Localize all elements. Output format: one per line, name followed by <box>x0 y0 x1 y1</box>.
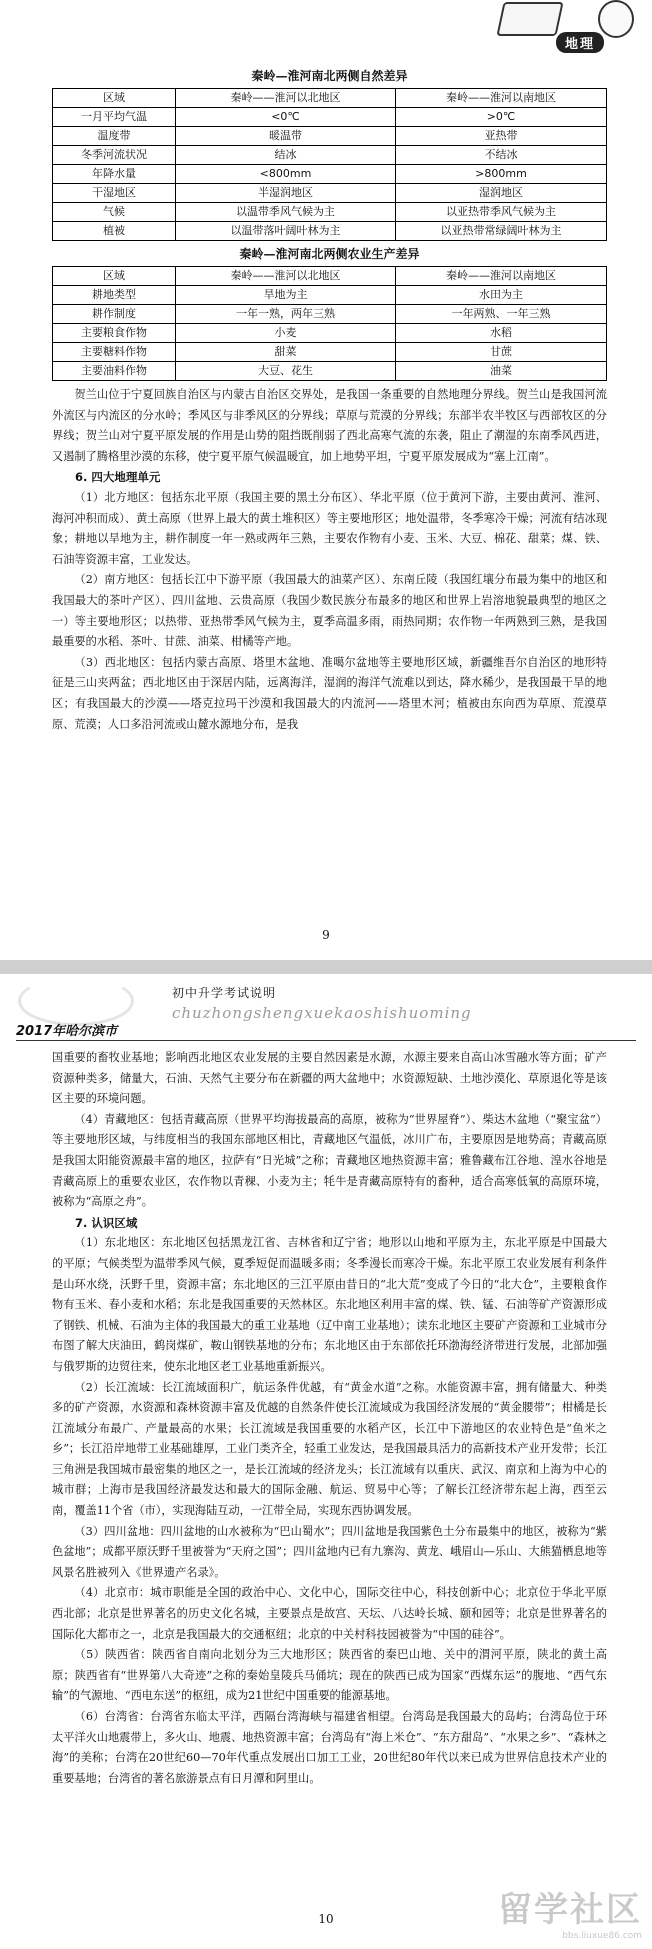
table-cell: 主要糖料作物 <box>53 343 176 362</box>
table-row <box>53 267 607 286</box>
watermark-url: bbs.liuxue86.com <box>562 1931 642 1941</box>
table-row <box>53 362 607 381</box>
table-cell: 主要油料作物 <box>53 362 176 381</box>
table-cell: 耕地类型 <box>53 286 176 305</box>
subject-logo <box>498 0 638 60</box>
table-row <box>53 165 607 184</box>
sichuan-basin-paragraph: （3）四川盆地：四川盆地的山水被称为“巴山蜀水”；四川盆地是我国紫色土分布最集中的地区，被称为“紫色盆地”；成都平原沃野千里被誉为“天府之国”；四川盆地内已有九寨沟、黄龙、峨眉山—乐山、大熊猫栖息地等风景名胜被列入《世界遗产名录》。 <box>52 1524 607 1579</box>
table-cell: 主要粮食作物 <box>53 324 176 343</box>
table-row <box>53 127 607 146</box>
table-cell: 冬季河流状况 <box>53 146 176 165</box>
table-cell: 结冰 <box>176 146 396 165</box>
table-cell: 植被 <box>53 222 176 241</box>
page-10 <box>0 974 652 1949</box>
section-7-title: 7. 认识区域 <box>75 1215 138 1230</box>
taiwan-paragraph: （6）台湾省：台湾省东临太平洋，西隔台湾海峡与福建省相望。台湾岛是我国最大的岛屿；台湾岛位于环太平洋火山地震带上，多火山、地震、地热资源丰富；台湾岛有“海上米仓”、“东方甜岛”、“水果之乡”、“森林之海”的美称；台湾在20世纪60—70年代重点发展出口加工工业，20世纪80年代以来已成为世界信息技术产业的重要基地；台湾省的著名旅游景点有日月潭和阿里山。 <box>52 1710 607 1785</box>
page-divider <box>0 960 652 974</box>
table-cell: 旱地为主 <box>176 286 396 305</box>
table-header-cell: 区域 <box>53 267 176 286</box>
table-row <box>53 305 607 324</box>
table-row <box>53 343 607 362</box>
table-cell: 半湿润地区 <box>176 184 396 203</box>
table-cell: 亚热带 <box>396 127 607 146</box>
table-row <box>53 108 607 127</box>
table-row <box>53 89 607 108</box>
table-row <box>53 203 607 222</box>
section-6-title: 6. 四大地理单元 <box>75 470 161 485</box>
helan-mountain-paragraph: 贺兰山位于宁夏回族自治区与内蒙古自治区交界处，是我国一条重要的自然地理分界线。贺兰山是我国河流外流区与内流区的分水岭；季风区与非季风区的分界线；草原与荒漠的分界线；东部半农半牧区与西部牧区的分界线；贺兰山对宁夏平原发展的作用是山势的阻挡既削弱了西北高寒气流的东袭，阻止了潮湿的东南季风西进，又遏制了腾格里沙漠的东移，使宁夏平原气候温暖宜，加上地势平坦，宁夏平原发展成为“塞上江南”。 <box>52 388 607 463</box>
table-cell: 水稻 <box>396 324 607 343</box>
northeast-paragraph: （1）东北地区：东北地区包括黑龙江省、吉林省和辽宁省；地形以山地和平原为主，东北平原是中国最大的平原；气候类型为温带季风气候，夏季短促而温暖多雨；冬季漫长而寒冷干燥。东北平原工农业发展有利条件是山环水绕，沃野千里，资源丰富；东北地区的三江平原由昔日的“北大荒”变成了今日的“北大仓”，主要粮食作物有玉米、春小麦和水稻；东北是我国重要的天然林区。东北地区利用丰富的煤、铁、锰、石油等矿产资源形成了钢铁、机械、石油为主体的我国最大的重工业基地（辽中南工业基地）；读东北地区主要矿产资源和工业城市分布图了解大庆油田，鹤岗煤矿，鞍山钢铁基地的分布；东北地区由于东部依托环渤海经济带进行发展，北部加强与俄罗斯的边贸往来，使东北地区老工业基地重新振兴。 <box>52 1236 607 1373</box>
northwest-region-paragraph-a: （3）西北地区：包括内蒙古高原、塔里木盆地、准噶尔盆地等主要地形区域，新疆维吾尔自治区的地形特征是三山夹两盆；西北地区由于深居内陆，远离海洋，湿润的海洋气流难以到达，降水稀少，是我国最干旱的地区；有我国最大的沙漠——塔克拉玛干沙漠和我国最大的内流河——塔里木河；植被由东向西为草原、荒漠草原、荒漠；人口多沿河流或山麓水源地分布，是我 <box>52 655 607 731</box>
student-mascot-icon <box>598 0 634 38</box>
table-cell: 湿润地区 <box>396 184 607 203</box>
table-header-cell: 秦岭——淮河以南地区 <box>396 89 607 108</box>
table-header-cell: 秦岭——淮河以北地区 <box>176 89 396 108</box>
site-watermark <box>498 1882 642 1941</box>
table-cell: 甘蔗 <box>396 343 607 362</box>
table-cell: >0℃ <box>396 108 607 127</box>
table-header-cell: 区域 <box>53 89 176 108</box>
table-cell: 油菜 <box>396 362 607 381</box>
header-pinyin: chuzhongshengxuekaoshishuoming <box>172 1004 472 1022</box>
yangtze-basin-paragraph: （2）长江流域：长江流域面积广，航运条件优越，有“黄金水道”之称。水能资源丰富，拥有储量大、种类多的矿产资源，水资源和森林资源丰富及优越的自然条件使长江流域成为我国经济发展的“黄金腰带”；柑橘是长江流域分布最广、产量最高的水果；长江流域是我国重要的水稻产区，长江中下游地区的农业特色是“鱼米之乡”；长江沿岸地带工业基础雄厚，工业门类齐全，轻重工业发达，是我国最具活力的高新技术产业开发带；长江三角洲是我国城市最密集的地区之一，是长江流域的经济龙头；长江流域有以重庆、武汉、南京和上海为中心的城市群；上海市是我国经济最发达和最大的国际金融、航运、贸易中心等；了解长江经济带东起上海，西至云南，覆盖11个省（市），实现海陆互动，一江带全局，实现东西协调发展。 <box>52 1380 607 1518</box>
table-row <box>53 222 607 241</box>
page1-content <box>52 68 607 735</box>
table-cell: 温度带 <box>53 127 176 146</box>
table-cell: 暖温带 <box>176 127 396 146</box>
table-cell: 干湿地区 <box>53 184 176 203</box>
table-cell: 以亚热带季风气候为主 <box>396 203 607 222</box>
table-cell: 一年一熟，两年三熟 <box>176 305 396 324</box>
table-cell: 小麦 <box>176 324 396 343</box>
south-region-paragraph: （2）南方地区：包括长江中下游平原（我国最大的油菜产区）、东南丘陵（我国红壤分布最为集中的地区和我国最大的茶叶产区）、四川盆地、云贵高原（我国少数民族分布最多的地区和世界上岩溶地貌最典型的地区之一）等主要地形区；以热带、亚热带季风气候为主，夏季高温多雨，雨热同期；农作物一年两熟到三熟，是我国最重要的水稻、茶叶、甘蔗、油菜、柑橘等产地。 <box>52 573 607 649</box>
page-number: 9 <box>322 928 330 942</box>
table-row <box>53 324 607 343</box>
table-cell: 耕作制度 <box>53 305 176 324</box>
page-number: 10 <box>318 1912 334 1926</box>
natural-difference-table <box>52 88 607 241</box>
table-row <box>53 184 607 203</box>
table-cell: 大豆、花生 <box>176 362 396 381</box>
table2-caption: 秦岭—淮河南北两侧农业生产差异 <box>239 247 420 261</box>
header-year: 2017年哈尔滨市 <box>16 1024 118 1039</box>
table-cell: 气候 <box>53 203 176 222</box>
table1-caption: 秦岭—淮河南北两侧自然差异 <box>251 69 408 83</box>
header-rule <box>16 1040 636 1041</box>
page-9 <box>0 0 652 960</box>
table-cell: <800mm <box>176 165 396 184</box>
table-row <box>53 286 607 305</box>
table-cell: 年降水量 <box>53 165 176 184</box>
agriculture-difference-table <box>52 266 607 381</box>
shaanxi-paragraph: （5）陕西省：陕西省自南向北划分为三大地形区；陕西省的秦巴山地、关中的渭河平原，陕北的黄土高原；陕西省有“世界第八大奇迹”之称的秦始皇陵兵马俑坑；现在的陕西已成为国家“西煤东运”的腹地、“西气东输”的气源地、“西电东送”的枢纽，成为21世纪中国重要的能源基地。 <box>52 1648 607 1703</box>
table-row <box>53 146 607 165</box>
table-cell: <0℃ <box>176 108 396 127</box>
subject-label: 地理 <box>556 32 604 53</box>
qinghai-tibet-paragraph: （4）青藏地区：包括青藏高原（世界平均海拔最高的高原，被称为“世界屋脊”）、柴达木盆地（“聚宝盆”）等主要地形区域，与纬度相当的我国东部地区相比，青藏地区气温低，冰川广布，主要原因是地势高；青藏高原是我国太阳能资源最丰富的地区，拉萨有“日光城”之称；青藏地区地热资源丰富；雅鲁藏布江谷地、湟水谷地是青藏高原上的重要农业区，农作物以青稞、小麦为主；牦牛是青藏高原特有的畜种，适合高寒低氧的高原环境，被称为“高原之舟”。 <box>52 1112 607 1209</box>
north-region-paragraph: （1）北方地区：包括东北平原（我国主要的黑土分布区）、华北平原（位于黄河下游，主要由黄河、淮河、海河冲积而成）、黄土高原（世界上最大的黄土堆积区）等主要地形区；地处温带，冬季寒冷干燥；河流有结冰现象；耕地以旱地为主，耕作制度一年一熟或两年三熟，主要农作物有小麦、玉米、大豆、棉花、甜菜；煤、铁、石油等资源丰富，工业发达。 <box>52 490 607 566</box>
table-cell: 以温带落叶阔叶林为主 <box>176 222 396 241</box>
page2-content <box>52 1048 607 1789</box>
header-swirl-decoration <box>18 976 134 1026</box>
table-cell: 甜菜 <box>176 343 396 362</box>
table-header-cell: 秦岭——淮河以北地区 <box>176 267 396 286</box>
table-cell: 水田为主 <box>396 286 607 305</box>
book-icon <box>496 2 563 36</box>
header-title: 初中升学考试说明 <box>172 986 277 1000</box>
table-cell: 以温带季风气候为主 <box>176 203 396 222</box>
table-cell: 不结冰 <box>396 146 607 165</box>
northwest-region-paragraph-b: 国重要的畜牧业基地；影响西北地区农业发展的主要自然因素是水源，水源主要来自高山冰雪融水等方面；矿产资源种类多，储量大，石油、天然气主要分布在新疆的两大盆地中；水资源短缺、土地沙漠化、草原退化等是该区主要的环境问题。 <box>52 1051 607 1106</box>
table-cell: >800mm <box>396 165 607 184</box>
table-cell: 一月平均气温 <box>53 108 176 127</box>
watermark-main: 留学社区 <box>498 1890 642 1930</box>
table-cell: 以亚热带常绿阔叶林为主 <box>396 222 607 241</box>
beijing-paragraph: （4）北京市：城市职能是全国的政治中心、文化中心，国际交往中心，科技创新中心；北京位于华北平原西北部；北京是世界著名的历史文化名城，主要景点是故宫、天坛、八达岭长城、颐和园等；北京是世界著名的国际化大都市之一，北京是我国最大的交通枢纽；北京的中关村科技园被誉为“中国的硅谷”。 <box>52 1586 607 1641</box>
table-cell: 一年两熟、一年三熟 <box>396 305 607 324</box>
table-header-cell: 秦岭——淮河以南地区 <box>396 267 607 286</box>
